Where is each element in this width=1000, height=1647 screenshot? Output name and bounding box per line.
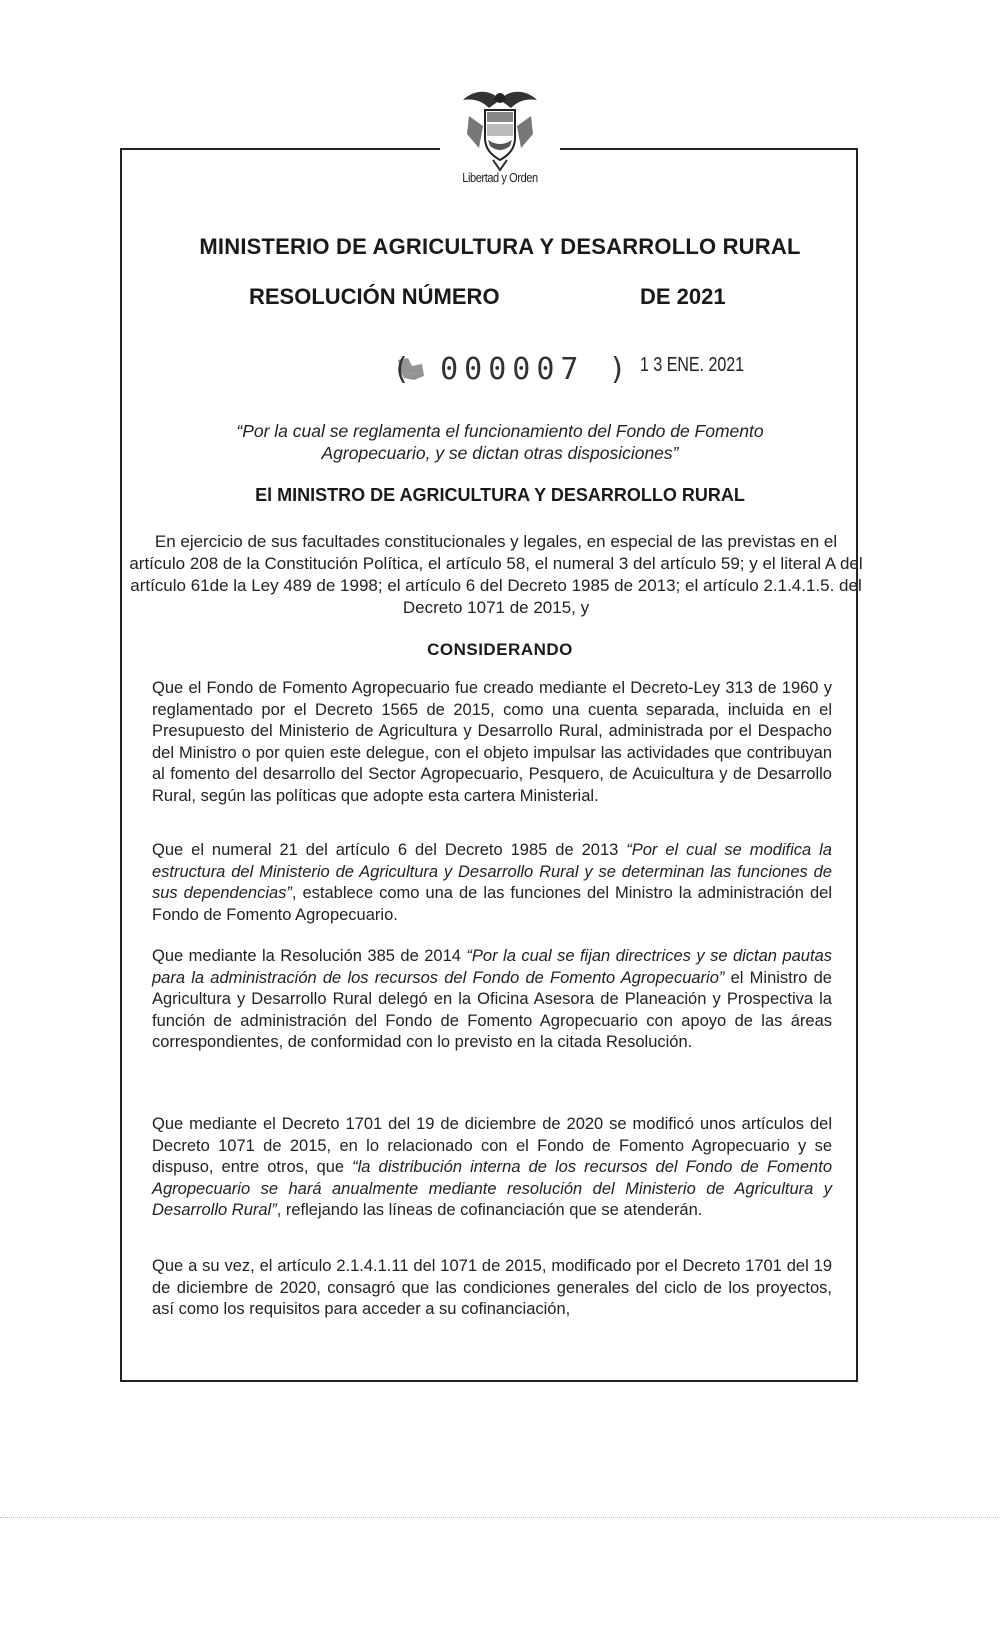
decree-title-quote: “Por el cual se modifica la estructura del Ministerio de Agricultura y Desarrollo Rural y se determinan las funciones de sus dependencias” [152, 841, 832, 902]
preamble-text: En ejercicio de sus facultades constitucionales y legales, en especial de las previstas en el artículo 208 de la Constitución Política, el artículo 58, el numeral 3 del artículo 59; y el literal A del artículo 61de la Ley 489 de 1998; el artículo 6 del Decreto 1985 de 2013; el artículo 2.1.4.1.5. del Decreto 1071 de 2015, y [129, 532, 863, 617]
considerando-paragraph-3 [152, 946, 832, 1054]
considerando-heading: CONSIDERANDO [427, 640, 573, 659]
resolution-number: ( 000007 ) [392, 352, 633, 387]
issuer-title: El MINISTRO DE AGRICULTURA Y DESARROLLO RURAL [255, 485, 745, 505]
coat-of-arms [440, 86, 560, 198]
considerando-paragraph-4 [152, 1114, 832, 1222]
considerando-paragraph-2 [152, 840, 832, 926]
paragraph-text: el Ministro de Agricultura y Desarrollo Rural delegó en la Oficina Asesora de Planeación y Prospectiva la función de administración del Fondo de Fomento Agropecuario con apoyo de las áreas correspondientes, de conformidad con lo previsto en la citada Resolución. [152, 968, 832, 1051]
considerando-paragraph-1: Que el Fondo de Fomento Agropecuario fue creado mediante el Decreto-Ley 313 de 1960 y reglamentado por el Decreto 1565 de 2015, como una cuenta separada, incluida en el Presupuesto del Ministerio de Agricultura y Desarrollo Rural, administrada por el Despacho del Ministro o por quien este delegue, con el objeto impulsar las actividades que contribuyan al fomento del desarrollo del Sector Agropecuario, Pesquero, de Acuicultura y de Desarrollo Rural, según las políticas que adopte esta cartera Ministerial. [152, 679, 832, 805]
paragraph-text: Que mediante el Decreto 1701 del 19 de diciembre de 2020 se modificó unos artículos del Decreto 1071 de 2015, en lo relacionado con el Fondo de Fomento Agropecuario y se dispuso, entre otros, que [152, 1115, 832, 1176]
decree-quote: “la distribución interna de los recursos del Fondo de Fomento Agropecuario se hará anualmente mediante resolución del Ministerio de Agricultura y Desarrollo Rural” [152, 1158, 832, 1219]
scan-artifact-line [0, 1517, 1000, 1518]
paragraph-text: Que el numeral 21 del artículo 6 del Decreto 1985 de 2013 [152, 841, 627, 859]
paragraph-text: , reflejando las líneas de cofinanciación que se atenderán. [276, 1201, 703, 1219]
ministry-title: MINISTERIO DE AGRICULTURA Y DESARROLLO RURAL [199, 234, 801, 259]
coat-of-arms-icon [455, 86, 545, 172]
resolution-date: 1 3 ENE. 2021 [640, 354, 745, 376]
motto-text: Libertad y Orden [462, 170, 538, 185]
paragraph-text: , establece como una de las funciones del Ministro la administración del Fondo de Fomento Agropecuario. [152, 884, 832, 924]
paragraph-text: Que mediante la Resolución 385 de 2014 [152, 947, 467, 965]
resolution-year: DE 2021 [640, 284, 726, 309]
resolution-title-quote: “Por la cual se fijan directrices y se dictan pautas para la administración de los recursos del Fondo de Fomento Agropecuario” [152, 947, 832, 987]
considerando-paragraph-5: Que a su vez, el artículo 2.1.4.1.11 del 1071 de 2015, modificado por el Decreto 1701 del 19 de diciembre de 2020, consagró que las condiciones generales del ciclo de los proyectos, así como los requisitos para acceder a su cofinanciación, [152, 1257, 832, 1318]
resolution-subject: “Por la cual se reglamenta el funcionamiento del Fondo de Fomento Agropecuario, y se dictan otras disposiciones” [236, 421, 764, 463]
resolution-label: RESOLUCIÓN NÚMERO [249, 284, 500, 309]
